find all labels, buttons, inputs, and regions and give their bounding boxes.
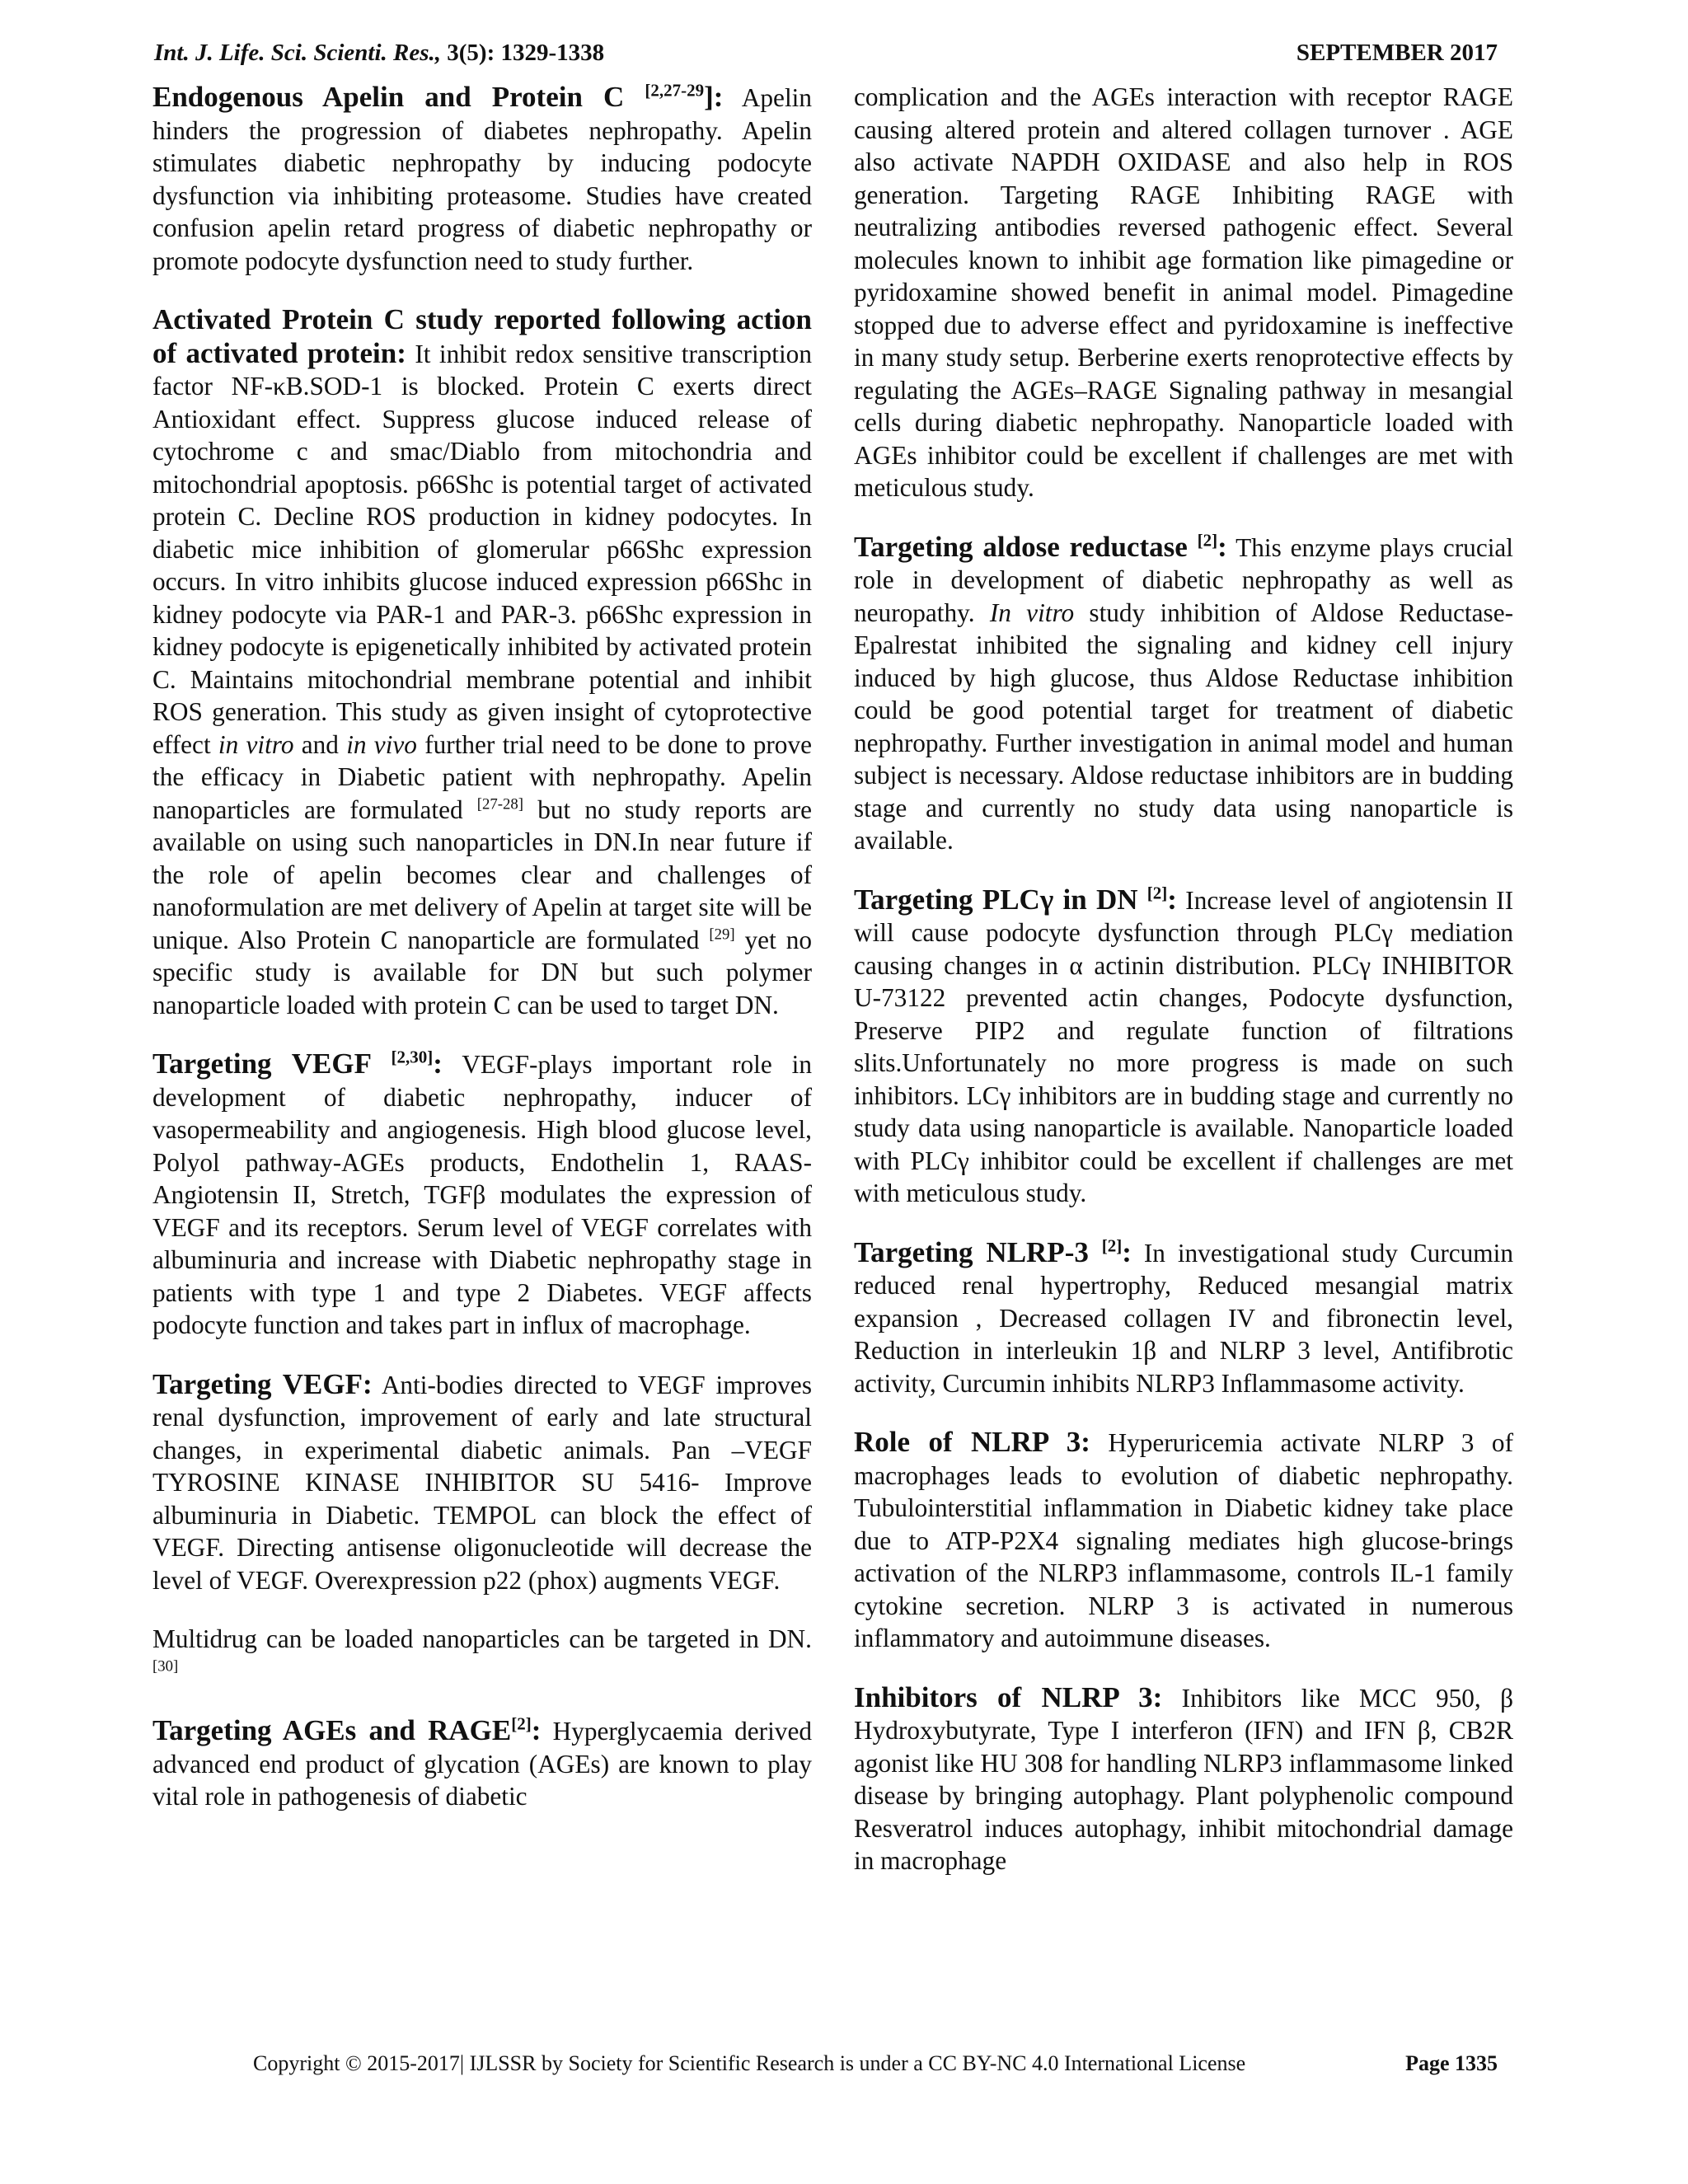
section-inhibitors-nlrp3 bbox=[854, 1681, 1513, 1877]
copyright-notice: Copyright © 2015-2017| IJLSSR by Society for Scientific Research is under a CC BY-NC 4.0 International License bbox=[253, 2051, 1246, 2075]
section-targeting-vegf-2 bbox=[152, 1368, 812, 1597]
section-multidrug bbox=[152, 1623, 812, 1688]
section-body: VEGF-plays important role in development of diabetic nephropathy, inducer of vasopermeability and angiogenesis. High blood glucose level, Polyol pathway-AGEs products, Endothelin 1, RAAS-Angiotensin II, Stretch, TGFβ modulates the expression of VEGF and its receptors. Serum level of VEGF correlates with albuminuria and increase with Diabetic nephropathy stage in patients with type 1 and type 2 Diabetes. VEGF affects podocyte function and takes part in influx of macrophage. bbox=[152, 1050, 812, 1339]
section-heading: Activated Protein C study reported following action of activated protein: bbox=[152, 303, 812, 369]
citation: [2,27-29 bbox=[645, 80, 705, 101]
journal-citation bbox=[154, 36, 604, 69]
citation: [2] bbox=[511, 1713, 532, 1734]
section-endogenous-apelin bbox=[152, 81, 812, 277]
section-heading: Role of NLRP 3: bbox=[854, 1426, 1090, 1458]
italic-term: in vitro bbox=[218, 729, 294, 759]
section-ages-continued bbox=[854, 81, 1513, 504]
section-targeting-vegf bbox=[152, 1047, 812, 1342]
italic-term: in vivo bbox=[346, 729, 417, 759]
page-header bbox=[154, 36, 1498, 69]
left-column bbox=[152, 81, 812, 1840]
section-heading: Targeting aldose reductase [2]: bbox=[854, 529, 1227, 563]
section-activated-protein-c: Activated Protein C study reported following action of activated protein: It inhibit redox sensitive transcription factor NF-κB.SOD-1 is blocked. Protein C exerts direct Antioxidant effect. Suppress glucose induced release of cytochrome c and smac/Diablo from mitochondria and mitochondrial apoptosis. p66Shc is potential target of activated protein C. Decline ROS production in kidney podocytes. In diabetic mice inhibition of glomerular p66Shc expression occurs. In vitro inhibits glucose induced expression p66Shc in kidney podocyte via PAR-1 and PAR-3. p66Shc expression in kidney podocyte is epigenetically inhibited by activated protein C. Maintains mitochondrial membrane potential and inhibit ROS generation. This study as given insight of cytoprotective effect in vitro and in vivo further trial need to be done to prove the efficacy in Diabetic patient with nephropathy. Apelin nanoparticles are formulated [27-28] but no study reports are available on using such nanoparticles in DN.In near future if the role of apelin becomes clear and challenges of nanoformulation are met delivery of Apelin at target site will be unique. Also Protein C nanoparticle are formulated [29] yet no specific study is available for DN but such polymer nanoparticle loaded with protein C can be used to target DN. bbox=[152, 303, 812, 1019]
page-footer bbox=[154, 2047, 1498, 2080]
citation: [2] bbox=[1146, 882, 1168, 902]
issue-date: SEPTEMBER 2017 bbox=[1296, 40, 1498, 66]
section-body: This enzyme plays crucial role in development of diabetic nephropathy as well as neuropathy. bbox=[854, 532, 1513, 627]
section-heading: Targeting NLRP-3 [2]: bbox=[854, 1235, 1132, 1268]
section-heading: Targeting VEGF: bbox=[152, 1367, 373, 1400]
italic-term: In vitro bbox=[989, 598, 1075, 627]
section-body: Increase level of angiotensin II will cause podocyte dysfunction through PLCγ mediation causing changes in α actinin distribution. PLCγ INHIBITOR U-73122 prevented actin changes, Podocyte dysfunction, Preserve PIP2 and regulate function of filtrations slits.Unfortunately no more progress is made on such inhibitors. LCγ inhibitors are in budding stage and currently no study data using nanoparticle is available. Nanoparticle loaded with PLCγ inhibitor could be excellent if challenges are met with meticulous study. bbox=[854, 885, 1513, 1207]
citation: [27-28] bbox=[476, 795, 524, 813]
section-heading: Endogenous Apelin and Protein C $^{[2,27-29}$]: bbox=[152, 80, 724, 113]
citation: [2,30] bbox=[391, 1047, 434, 1067]
page-number: Page 1335 bbox=[1405, 2051, 1498, 2075]
section-role-nlrp3 bbox=[854, 1426, 1513, 1655]
citation: [2] bbox=[1101, 1235, 1123, 1255]
section-heading: Inhibitors of NLRP 3: bbox=[854, 1680, 1163, 1713]
section-body: In investigational study Curcumin reduced renal hypertrophy, Reduced mesangial matrix expansion , Decreased collagen IV and fibronectin level, Reduction in interleukin 1β and NLRP 3 level, Antifibrotic activity, Curcumin inhibits NLRP3 Inflammasome activity. bbox=[854, 1238, 1513, 1398]
section-body: Inhibitors like MCC 950, β Hydroxybutyrate, Type I interferon (IFN) and IFN β, CB2R agonist like HU 308 for handling NLRP3 inflammasome linked disease by bringing autophagy. Plant polyphenolic compound Resveratrol induces autophagy, inhibit mitochondrial damage in macrophage bbox=[854, 1683, 1513, 1875]
journal-volume: 3(5): 1329-1338 bbox=[447, 40, 605, 66]
section-body: Hyperuricemia activate NLRP 3 of macrophages leads to evolution of diabetic nephropathy. Tubulointerstitial inflammation in Diabetic kidney take place due to ATP-P2X4 signaling mediates high glucose-brings activation of the NLRP3 inflammasome, controls IL-1 family cytokine secretion. NLRP 3 is activated in numerous inflammatory and autoimmune diseases. bbox=[854, 1428, 1513, 1652]
section-body: Multidrug can be loaded nanoparticles can be targeted in DN. bbox=[152, 1624, 812, 1653]
section-body: Anti-bodies directed to VEGF improves renal dysfunction, improvement of early and late structural changes, in experimental diabetic animals. Pan –VEGF TYROSINE KINASE INHIBITOR SU 5416- Improve albuminuria in Diabetic. TEMPOL can block the effect of VEGF. Directing antisense oligonucleotide will decrease the level of VEGF. Overexpression p22 (phox) augments VEGF. bbox=[152, 1370, 813, 1595]
section-aldose-reductase: Targeting aldose reductase [2]: This enzyme plays crucial role in development of diabetic nephropathy as well as neuropathy. In vitro study inhibition of Aldose Reductase- Epalrestat inhibited the signaling and kidney cell injury induced by high glucose, thus Aldose Reductase inhibition could be good potential target for treatment of diabetic nephropathy. Further investigation in animal model and human subject is necessary. Aldose reductase inhibitors are in budding stage and currently no study data using nanoparticle is available. bbox=[854, 529, 1514, 855]
section-body: Hyperglycaemia derived advanced end product of glycation (AGEs) are known to play vital role in pathogenesis of diabetic bbox=[152, 1717, 812, 1811]
section-heading: Targeting PLCγ in DN [2]: bbox=[854, 882, 1177, 916]
section-plc-gamma bbox=[854, 883, 1513, 1210]
section-heading: Targeting VEGF [2,30]: bbox=[152, 1047, 443, 1080]
section-body: complication and the AGEs interaction with receptor RAGE causing altered protein and altered collagen turnover . AGE also activate NAPDH OXIDASE and also help in ROS generation. Targeting RAGE Inhibiting RAGE with neutralizing antibodies reversed pathogenic effect. Several molecules known to inhibit age formation like pimagedine or pyridoxamine showed benefit in animal model. Pimagedine stopped due to adverse effect and pyridoxamine is ineffective in many study setup. Berberine exerts renoprotective effects by regulating the AGEs–RAGE Signaling pathway in mesangial cells during diabetic nephropathy. Nanoparticle loaded with AGEs inhibitor could be excellent if challenges are met with meticulous study. bbox=[854, 82, 1513, 502]
section-body: It inhibit redox sensitive transcription factor NF-κB.SOD-1 is blocked. Protein C exerts direct Antioxidant effect. Suppress glucose induced release of cytochrome c and smac/Diablo from mitochondria and mitochondrial apoptosis. p66Shc is potential target of activated protein C. Decline ROS production in kidney podocytes. In diabetic mice inhibition of glomerular p66Shc expression occurs. In vitro inhibits glucose induced expression p66Shc in kidney podocyte via PAR-1 and PAR-3. p66Shc expression in kidney podocyte is epigenetically inhibited by activated protein C. Maintains mitochondrial membrane potential and inhibit ROS generation. This study as given insight of cytoprotective effect bbox=[152, 339, 812, 759]
section-targeting-ages bbox=[152, 1714, 812, 1813]
citation: [30] bbox=[152, 1657, 179, 1675]
right-column bbox=[854, 81, 1513, 1904]
citation: [2] bbox=[1197, 529, 1218, 550]
section-body: Apelin hinders the progression of diabetes nephropathy. Apelin stimulates diabetic nephropathy by inducing podocyte dysfunction via inhibiting proteasome. Studies have created confusion apelin retard progress of diabetic nephropathy or promote podocyte dysfunction need to study further. bbox=[152, 83, 812, 275]
citation: [29] bbox=[709, 926, 735, 944]
section-nlrp3 bbox=[854, 1236, 1513, 1400]
section-heading: Targeting AGEs and RAGE[2]: bbox=[152, 1713, 542, 1746]
journal-name: Int. J. Life. Sci. Scienti. Res., bbox=[154, 40, 441, 66]
